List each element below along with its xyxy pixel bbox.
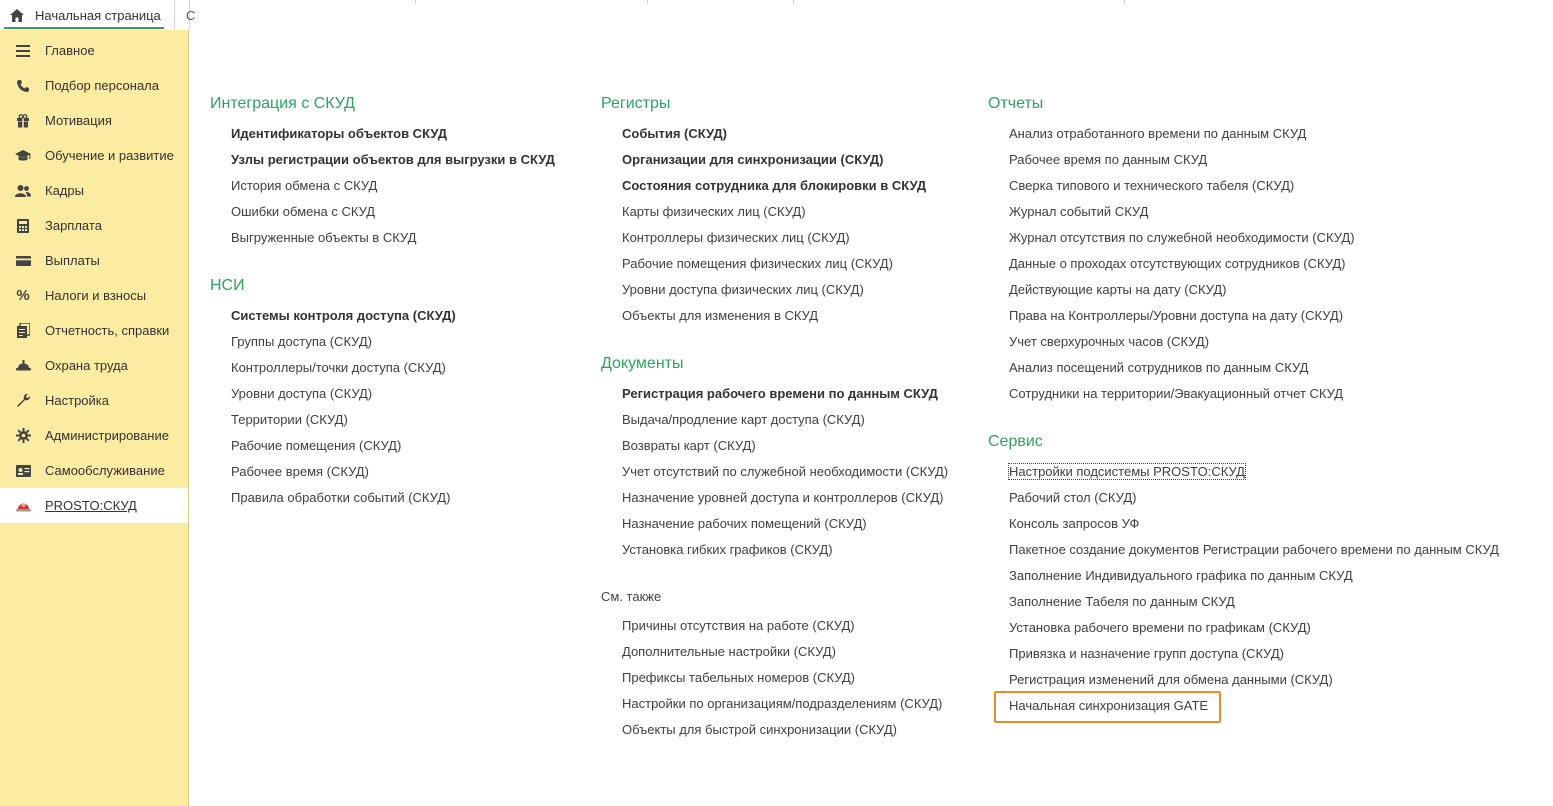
link-item[interactable]: Учет отсутствий по служебной необходимости (СКУД) — [622, 464, 949, 479]
section-title-registers: Регистры — [601, 95, 671, 112]
link-item[interactable]: Правила обработки событий (СКУД) — [231, 490, 451, 505]
sidebar-item-prosto-skud[interactable] — [0, 488, 188, 523]
link-item[interactable]: Установка рабочего времени по графикам (СКУД) — [1009, 620, 1311, 635]
link-item[interactable]: Журнал событий СКУД — [1009, 204, 1149, 219]
link-item[interactable]: Заполнение Табеля по данным СКУД — [1009, 594, 1235, 609]
sidebar-item-label: Настройка — [45, 393, 109, 408]
sidebar-item-label: Администрирование — [45, 428, 169, 443]
tab-active-indicator — [4, 27, 164, 29]
link-item[interactable]: Выгруженные объекты в СКУД — [231, 230, 417, 245]
calculator-icon — [15, 218, 31, 234]
link-item[interactable]: Анализ посещений сотрудников по данным СКУД — [1009, 360, 1309, 375]
link-item[interactable]: Данные о проходах отсутствующих сотрудников (СКУД) — [1009, 256, 1346, 271]
sidebar-item-salary[interactable] — [0, 208, 188, 243]
link-item[interactable]: Организации для синхронизации (СКУД) — [622, 152, 884, 167]
sidebar-item-recruiting[interactable] — [0, 68, 188, 103]
section-title-service: Сервис — [988, 433, 1043, 450]
link-item[interactable]: Сотрудники на территории/Эвакуационный отчет СКУД — [1009, 386, 1344, 401]
link-item[interactable]: Состояния сотрудника для блокировки в СКУД — [622, 178, 927, 193]
tab-next[interactable] — [174, 0, 196, 30]
link-item[interactable]: Возвраты карт (СКУД) — [622, 438, 756, 453]
link-item[interactable]: Консоль запросов УФ — [1009, 516, 1140, 531]
tab-bar — [0, 0, 1553, 30]
link-item[interactable]: История обмена с СКУД — [231, 178, 378, 193]
link-item[interactable]: Привязка и назначение групп доступа (СКУД) — [1009, 646, 1284, 661]
link-item[interactable]: Учет сверхурочных часов (СКУД) — [1009, 334, 1210, 349]
link-item[interactable]: Причины отсутствия на работе (СКУД) — [622, 618, 855, 633]
sidebar-item-self-service[interactable] — [0, 453, 188, 488]
link-item-initial-sync-gate[interactable]: Начальная синхронизация GATE — [1009, 698, 1209, 713]
sidebar-item-training[interactable] — [0, 138, 188, 173]
see-also-heading: См. также — [601, 589, 662, 604]
tab-divider — [415, 0, 416, 4]
sidebar-item-labor-safety[interactable] — [0, 348, 188, 383]
sidebar-item-label: Кадры — [45, 183, 84, 198]
sidebar-item-personnel[interactable] — [0, 173, 188, 208]
sidebar-item-label: Обучение и развитие — [45, 148, 174, 163]
link-item[interactable]: Регистрация рабочего времени по данным СКУД — [622, 386, 938, 401]
sidebar-item-label: Отчетность, справки — [45, 323, 170, 338]
highlight-box — [994, 691, 1221, 723]
link-item[interactable]: Заполнение Индивидуального графика по данным СКУД — [1009, 568, 1353, 583]
link-item[interactable]: Ошибки обмена с СКУД — [231, 204, 376, 219]
sidebar-item-main[interactable] — [0, 33, 188, 68]
menu-lines-icon — [15, 43, 31, 59]
hard-hat-icon — [15, 358, 31, 374]
link-item[interactable]: Установка гибких графиков (СКУД) — [622, 542, 833, 557]
home-icon — [9, 7, 25, 23]
link-item[interactable]: Настройки по организациям/подразделениям (СКУД) — [622, 696, 943, 711]
link-item[interactable]: Выдача/продление карт доступа (СКУД) — [622, 412, 865, 427]
sidebar-item-motivation[interactable] — [0, 103, 188, 138]
people-icon — [15, 183, 31, 199]
link-item[interactable]: Уровни доступа (СКУД) — [231, 386, 373, 401]
sidebar-item-label: Главное — [45, 43, 95, 58]
section-title-documents: Документы — [601, 355, 684, 372]
sidebar-item-label: Зарплата — [45, 218, 102, 233]
tab-home[interactable] — [0, 0, 170, 30]
link-item[interactable]: Объекты для изменения в СКУД — [622, 308, 819, 323]
link-item-settings-prosto[interactable]: Настройки подсистемы PROSTO:СКУД — [1009, 464, 1245, 479]
link-item[interactable]: Объекты для быстрой синхронизации (СКУД) — [622, 722, 897, 737]
link-item[interactable]: Рабочие помещения физических лиц (СКУД) — [622, 256, 893, 271]
section-title-integration: Интеграция с СКУД — [210, 95, 356, 112]
gift-icon — [15, 113, 31, 129]
link-item[interactable]: Уровни доступа физических лиц (СКУД) — [622, 282, 864, 297]
sidebar-item-payments[interactable] — [0, 243, 188, 278]
link-item[interactable]: Группы доступа (СКУД) — [231, 334, 372, 349]
sidebar-item-label: Охрана труда — [45, 358, 128, 373]
sidebar-item-label: Самообслуживание — [45, 463, 165, 478]
link-item[interactable]: Назначение рабочих помещений (СКУД) — [622, 516, 867, 531]
link-item[interactable]: Назначение уровней доступа и контроллеров (СКУД) — [622, 490, 944, 505]
link-item[interactable]: Анализ отработанного времени по данным СКУД — [1009, 126, 1307, 141]
link-item[interactable]: Регистрация изменений для обмена данными (СКУД) — [1009, 672, 1333, 687]
sidebar-item-taxes[interactable] — [0, 278, 188, 313]
tab-home-label: Начальная страница — [35, 7, 161, 23]
documents-icon — [15, 323, 31, 339]
sidebar-item-label: Налоги и взносы — [45, 288, 147, 303]
tab-divider — [1124, 0, 1125, 4]
prosto-logo-icon — [15, 498, 31, 514]
sidebar-item-label: Выплаты — [45, 253, 100, 268]
link-item[interactable]: Контроллеры физических лиц (СКУД) — [622, 230, 850, 245]
tab-next-label: С — [186, 8, 196, 23]
link-item[interactable]: Рабочие помещения (СКУД) — [231, 438, 402, 453]
link-item[interactable]: Рабочий стол (СКУД) — [1009, 490, 1137, 505]
link-item[interactable]: Узлы регистрации объектов для выгрузки в СКУД — [231, 152, 555, 167]
link-item[interactable]: Рабочее время (СКУД) — [231, 464, 369, 479]
link-item[interactable]: Контроллеры/точки доступа (СКУД) — [231, 360, 446, 375]
wallet-icon — [15, 253, 31, 269]
link-item[interactable]: Дополнительные настройки (СКУД) — [622, 644, 836, 659]
link-item[interactable]: События (СКУД) — [622, 126, 728, 141]
link-item[interactable]: Префиксы табельных номеров (СКУД) — [622, 670, 855, 685]
phone-icon — [15, 78, 31, 94]
id-card-icon — [15, 463, 31, 479]
sidebar-item-label: Мотивация — [45, 113, 112, 128]
percent-icon: % — [16, 287, 30, 304]
graduation-cap-icon — [15, 148, 31, 164]
tab-divider — [793, 0, 794, 4]
link-item[interactable]: Журнал отсутствия по служебной необходимости (СКУД) — [1009, 230, 1355, 245]
sidebar-item-label: PROSTO:СКУД — [45, 498, 137, 513]
tab-divider — [647, 0, 648, 4]
link-item[interactable]: Сверка типового и технического табеля (СКУД) — [1009, 178, 1295, 193]
section-title-reports: Отчеты — [988, 95, 1044, 112]
link-item[interactable]: Идентификаторы объектов СКУД — [231, 126, 448, 141]
gear-icon — [15, 428, 31, 444]
link-item[interactable]: Карты физических лиц (СКУД) — [622, 204, 806, 219]
link-item[interactable]: Пакетное создание документов Регистрации рабочего времени по данным СКУД — [1009, 542, 1499, 557]
section-title-nsi: НСИ — [210, 277, 245, 294]
link-item[interactable]: Системы контроля доступа (СКУД) — [231, 308, 456, 323]
sidebar-item-administration[interactable] — [0, 418, 188, 453]
link-item[interactable]: Территории (СКУД) — [231, 412, 348, 427]
link-item[interactable]: Рабочее время по данным СКУД — [1009, 152, 1208, 167]
sidebar-item-reporting[interactable] — [0, 313, 188, 348]
sidebar-item-settings[interactable] — [0, 383, 188, 418]
sidebar-item-label: Подбор персонала — [45, 78, 159, 93]
wrench-icon — [15, 393, 31, 409]
sidebar — [0, 30, 189, 806]
link-item[interactable]: Действующие карты на дату (СКУД) — [1009, 282, 1227, 297]
link-item[interactable]: Права на Контроллеры/Уровни доступа на дату (СКУД) — [1009, 308, 1344, 323]
